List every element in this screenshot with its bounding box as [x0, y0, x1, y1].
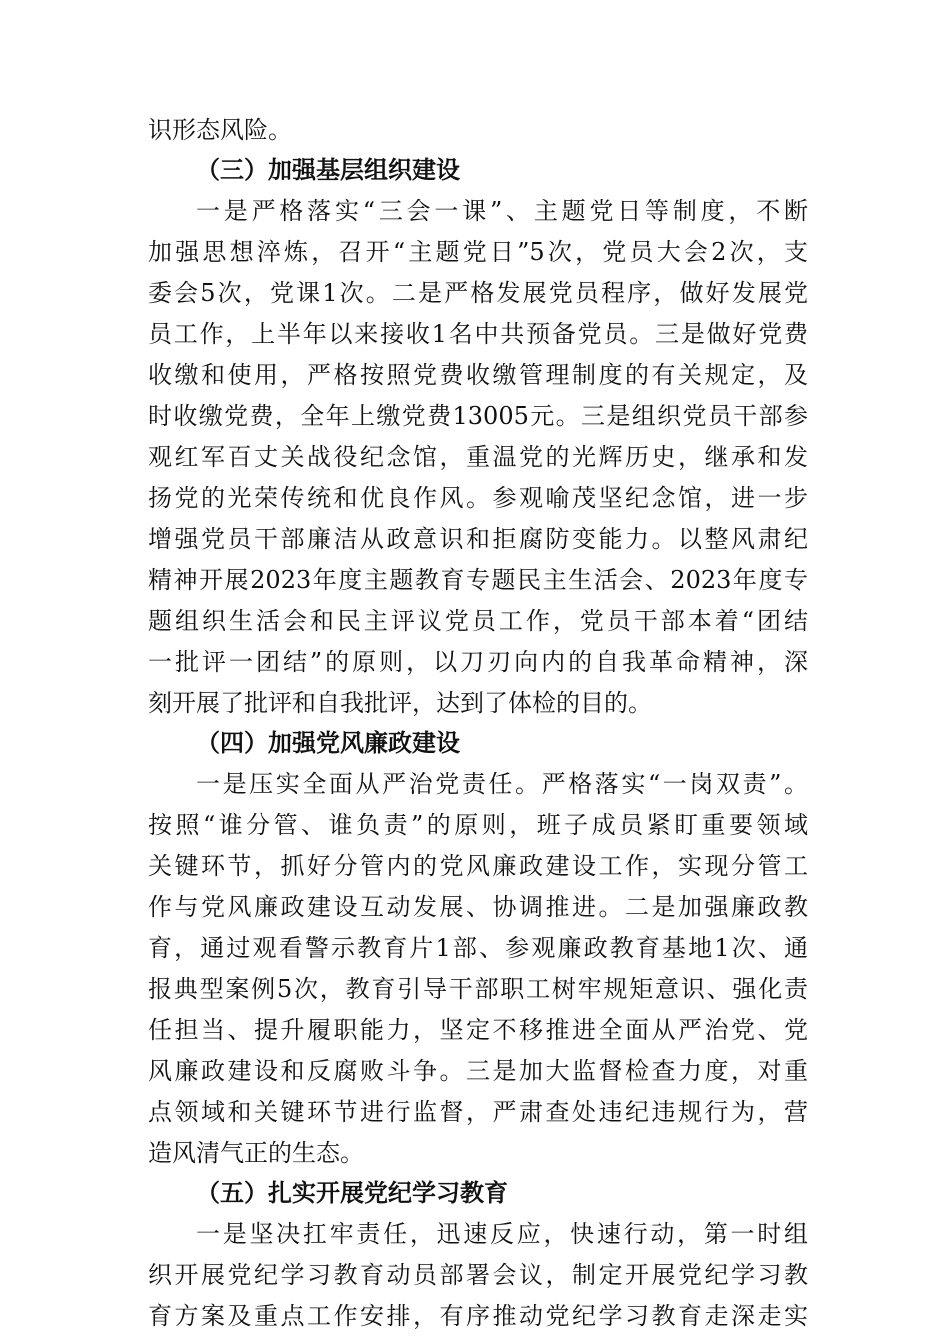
line-13: 题组织生活会和民主评议党员工作，党员干部本着“团结	[148, 607, 808, 635]
line-08: 时收缴党费，全年上缴党费13005元。三是组织党员干部参	[148, 402, 808, 430]
line-21: 育，通过观看警示教育片1部、参观廉政教育基地1次、通	[148, 934, 808, 962]
line-07: 收缴和使用，严格按照党费收缴管理制度的有关规定，及	[148, 361, 808, 389]
line-29: 织开展党纪学习教育动员部署会议，制定开展党纪学习教	[148, 1261, 808, 1289]
line-14: 一批评一团结”的原则，以刀刃向内的自我革命精神，深	[148, 648, 808, 676]
line-17: 一是压实全面从严治党责任。严格落实“一岗双责”。	[196, 770, 808, 798]
line-03: 一是严格落实“三会一课”、主题党日等制度，不断	[196, 197, 808, 225]
line-25: 点领域和关键环节进行监督，严肃查处违纪违规行为，营	[148, 1098, 808, 1126]
line-12: 精神开展2023年度主题教育专题民主生活会、2023年度专	[148, 566, 808, 594]
section-heading-4: （四）加强党风廉政建设	[196, 728, 460, 757]
line-20: 作与党风廉政建设互动发展、协调推进。二是加强廉政教	[148, 893, 808, 921]
section-heading-5: （五）扎实开展党纪学习教育	[196, 1178, 508, 1207]
section-heading-3: （三）加强基层组织建设	[196, 155, 460, 184]
line-10: 扬党的光荣传统和优良作风。参观喻茂坚纪念馆，进一步	[148, 484, 808, 512]
line-06: 员工作，上半年以来接收1名中共预备党员。三是做好党费	[148, 320, 808, 348]
line-04: 加强思想淬炼，召开“主题党日”5次，党员大会2次，支	[148, 238, 808, 266]
line-15: 刻开展了批评和自我批评，达到了体检的目的。	[148, 689, 652, 717]
line-01: 识形态风险。	[148, 116, 292, 144]
line-26: 造风清气正的生态。	[148, 1139, 364, 1167]
line-24: 风廉政建设和反腐败斗争。三是加大监督检查力度，对重	[148, 1057, 808, 1085]
line-05: 委会5次，党课1次。二是严格发展党员程序，做好发展党	[148, 279, 808, 307]
line-11: 增强党员干部廉洁从政意识和拒腐防变能力。以整风肃纪	[148, 525, 808, 553]
line-19: 关键环节，抓好分管内的党风廉政建设工作，实现分管工	[148, 852, 808, 880]
line-23: 任担当、提升履职能力，坚定不移推进全面从严治党、党	[148, 1016, 808, 1044]
line-30: 育方案及重点工作安排，有序推动党纪学习教育走深走实	[148, 1302, 808, 1330]
line-18: 按照“谁分管、谁负责”的原则，班子成员紧盯重要领域	[148, 811, 808, 839]
line-28: 一是坚决扛牢责任，迅速反应，快速行动，第一时组	[196, 1220, 808, 1248]
line-09: 观红军百丈关战役纪念馆，重温党的光辉历史，继承和发	[148, 443, 808, 471]
line-22: 报典型案例5次，教育引导干部职工树牢规矩意识、强化责	[148, 975, 808, 1003]
